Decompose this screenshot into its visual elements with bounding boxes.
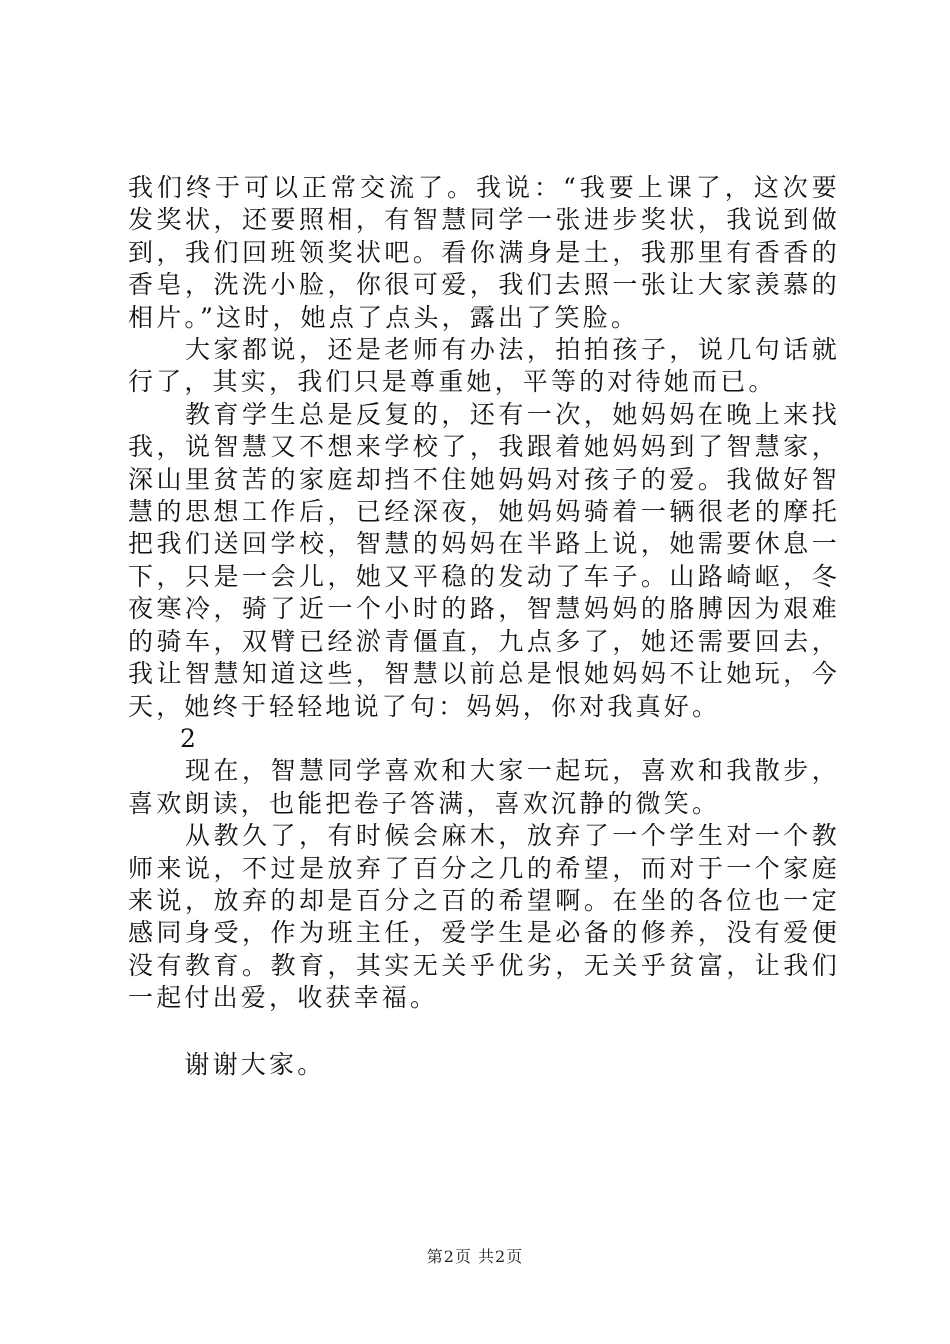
inline-page-number: 2 — [180, 723, 200, 753]
document-body — [128, 172, 840, 1081]
paragraph-5: 从教久了，有时候会麻木，放弃了一个学生对一个教师来说，不过是放弃了百分之几的希望，而对于一个家庭来说，放弃的却是百分之百的希望啊。在坐的各位也一定感同身受，作为班主任，爱学生是必备的修养，没有爱便没有教育。教育，其实无关乎优劣，无关乎贫富，让我们一起付出爱，收获幸福。 — [128, 821, 840, 1013]
closing-thanks: 谢谢大家。 — [128, 1049, 326, 1079]
paragraph-3: 教育学生总是反复的，还有一次，她妈妈在晚上来找我，说智慧又不想来学校了，我跟着她妈妈到了智慧家，深山里贫苦的家庭却挡不住她妈妈对孩子的爱。我做好智慧的思想工作后，已经深夜，她妈妈骑着一辆很老的摩托把我们送回学校，智慧的妈妈在半路上说，她需要休息一下，只是一会儿，她又平稳的发动了车子。山路崎岖，冬夜寒冷，骑了近一个小时的路，智慧妈妈的胳膊因为艰难的骑车，双臂已经淤青僵直，九点多了，她还需要回去，我让智慧知道这些，智慧以前总是恨她妈妈不让她玩，今天，她终于轻轻地说了句：妈妈，你对我真好。 — [128, 399, 840, 721]
page-footer: 第2页 共2页 — [426, 1247, 524, 1266]
paragraph-2: 大家都说，还是老师有办法，拍拍孩子，说几句话就行了，其实，我们只是尊重她，平等的对待她而已。 — [128, 335, 840, 397]
paragraph-1: 我们终于可以正常交流了。我说：“我要上课了，这次要发奖状，还要照相，有智慧同学一张进步奖状，我说到做到，我们回班领奖状吧。看你满身是土，我那里有香香的香皂，洗洗小脸，你很可爱，我们去照一张让大家羡慕的相片。”这时，她点了点头，露出了笑脸。 — [128, 173, 840, 332]
paragraph-4: 现在，智慧同学喜欢和大家一起玩，喜欢和我散步，喜欢朗读，也能把卷子答满，喜欢沉静的微笑。 — [128, 756, 840, 818]
